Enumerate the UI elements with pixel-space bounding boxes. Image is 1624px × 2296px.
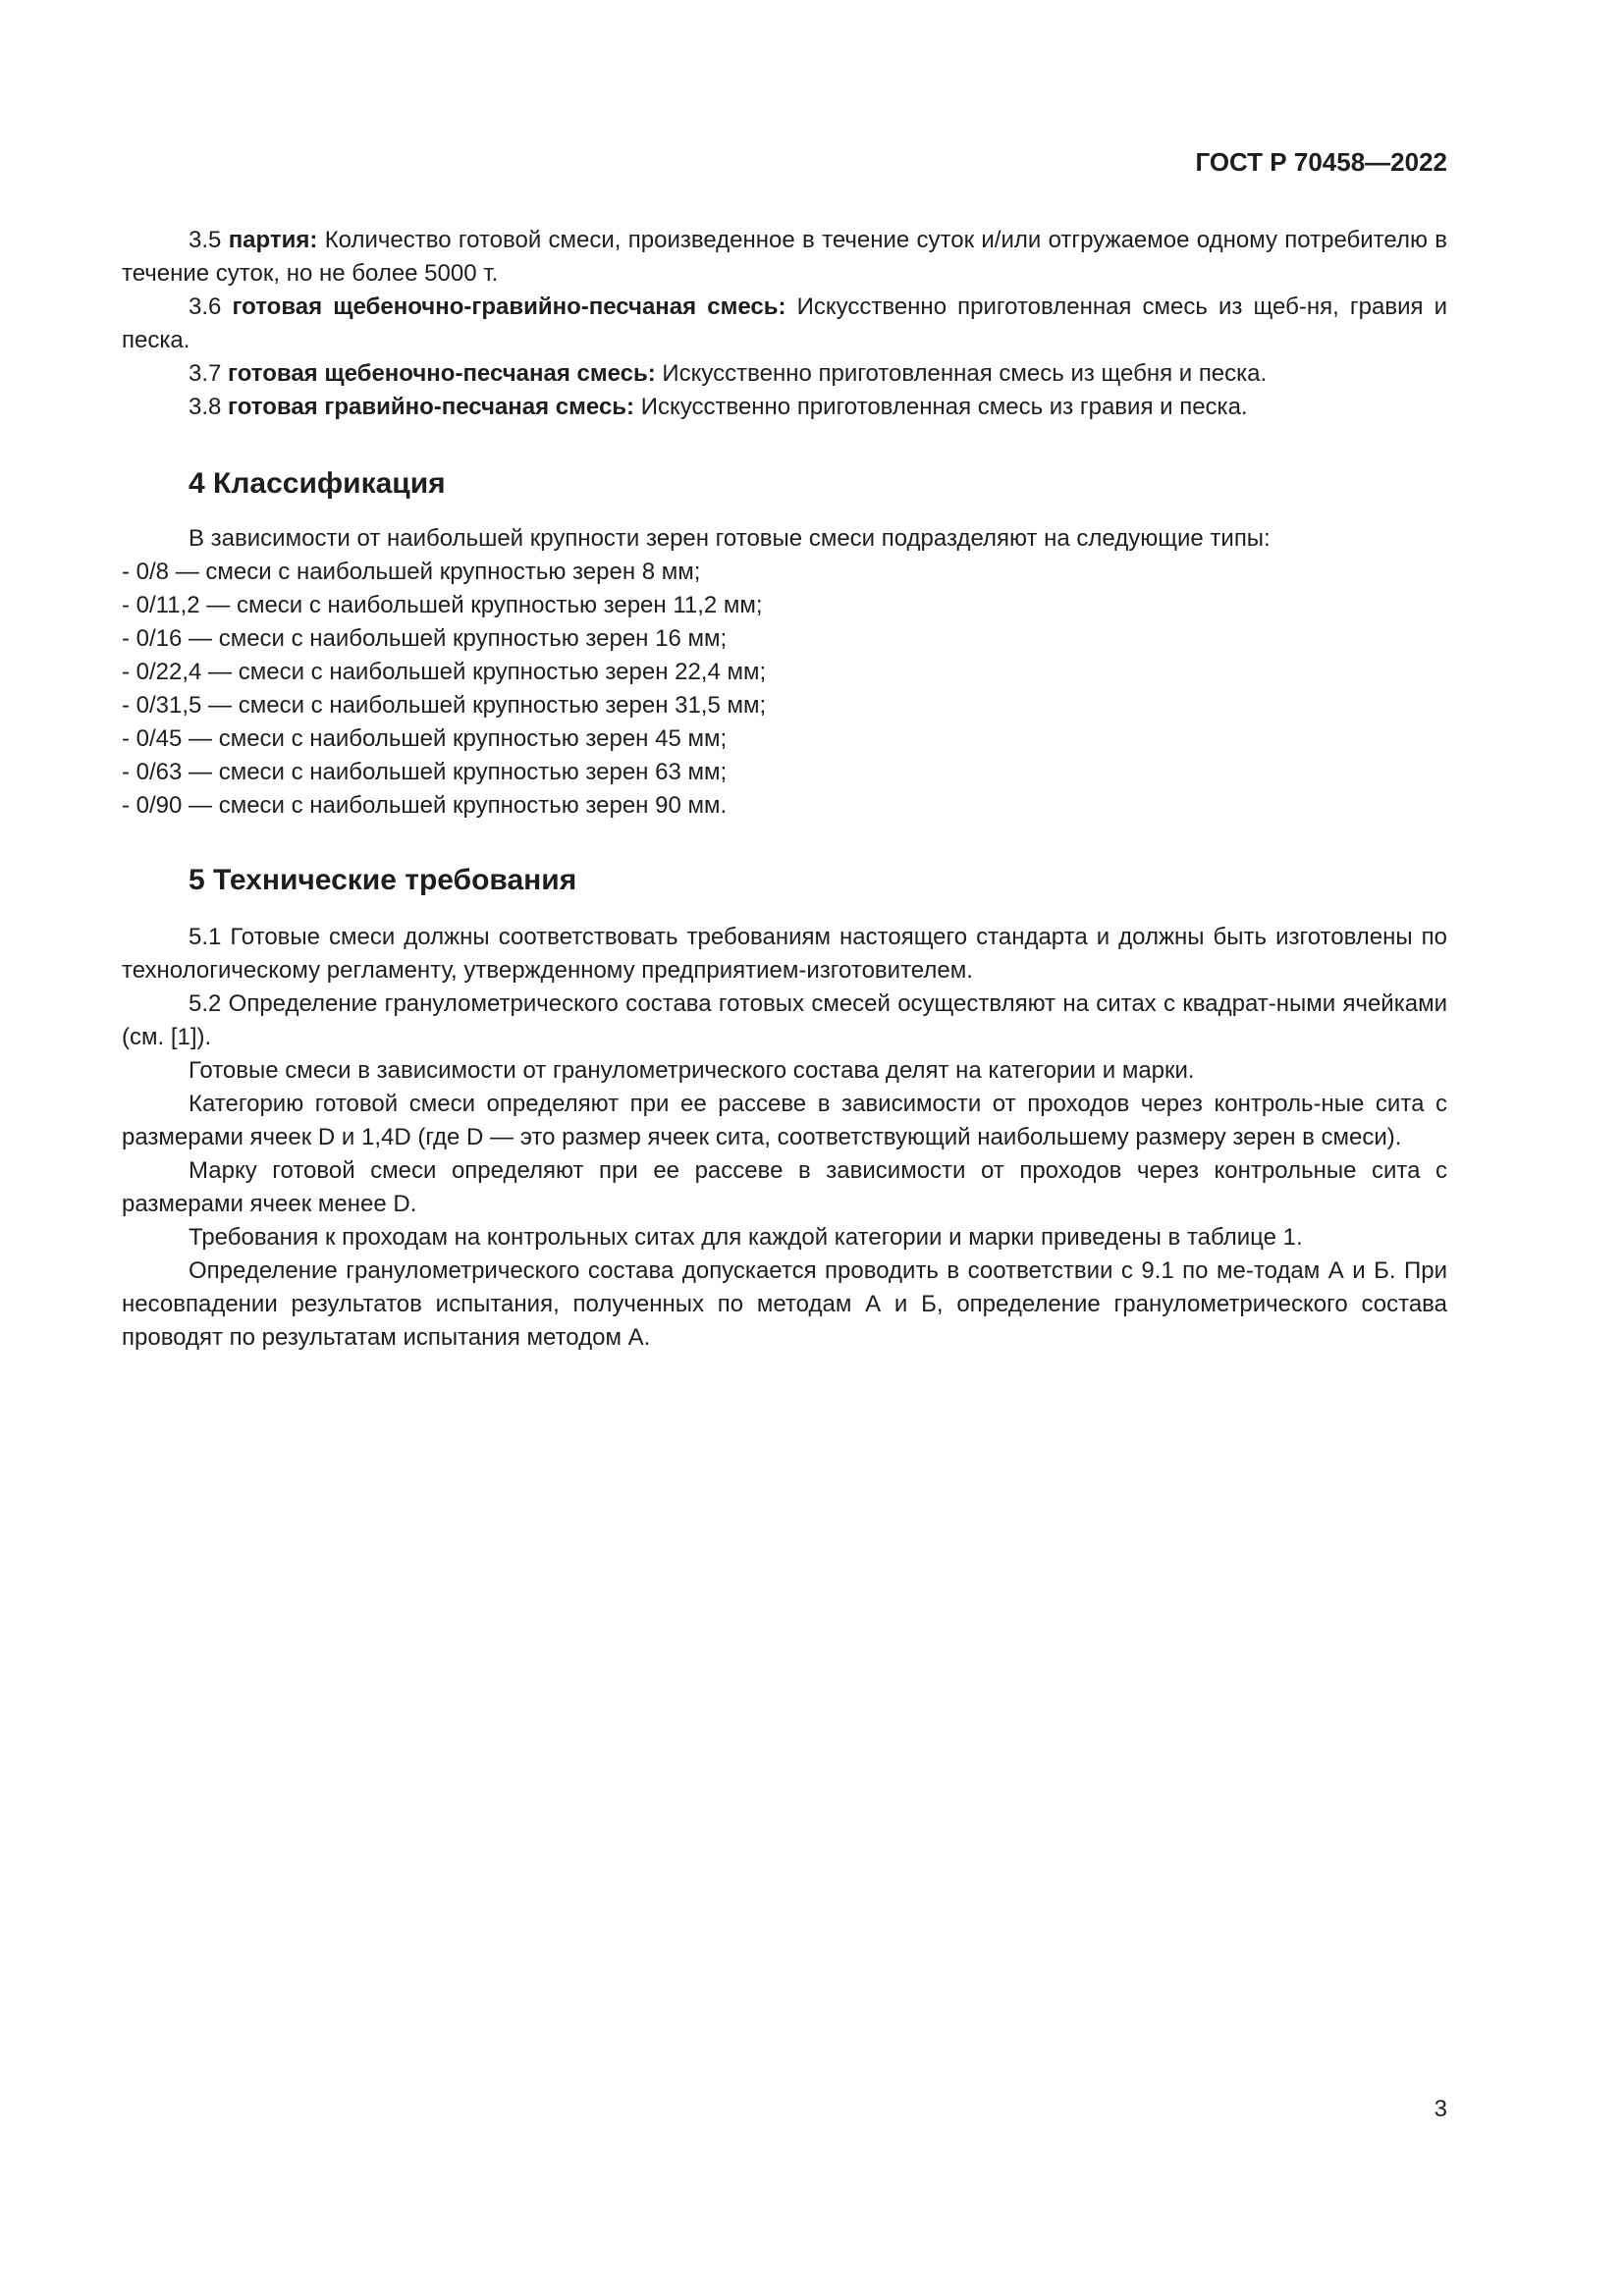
definition-number: 3.8 bbox=[189, 394, 222, 420]
paragraph-text: Марку готовой смеси определяют при ее рассеве в зависимости от проходов через контрольные bbox=[189, 1157, 1357, 1184]
definition-3-6 bbox=[122, 291, 1447, 357]
paragraph-category-definition bbox=[122, 1088, 1447, 1154]
list-item: - 0/22,4 — смеси с наибольшей крупностью зерен 22,4 мм; bbox=[122, 659, 767, 685]
definition-3-5 bbox=[122, 224, 1447, 291]
list-item: - 0/90 — смеси с наибольшей крупностью зерен 90 мм. bbox=[122, 792, 728, 819]
paragraph-text-cont: ные сита с размерами ячеек D и 1,4D (где D — это размер ячеек сита, соответствующий наибольшему bbox=[122, 1091, 1447, 1150]
paragraph-text-cont: сита с размерами ячеек менее D. bbox=[122, 1157, 1447, 1217]
definition-number: 3.7 bbox=[189, 360, 222, 387]
paragraph-text: 5.2 Определение гранулометрического состава готовых смесей осуществляют на ситах с квадрат- bbox=[189, 990, 1276, 1017]
list-item: - 0/11,2 — смеси с наибольшей крупностью зерен 11,2 мм; bbox=[122, 592, 763, 618]
definition-term: готовая щебеночно-песчаная смесь: bbox=[228, 360, 656, 387]
section-4-intro: В зависимости от наибольшей крупности зерен готовые смеси подразделяют на следующие типы: bbox=[189, 525, 1271, 552]
section-4-title: 4 Классификация bbox=[189, 467, 446, 500]
list-item: - 0/16 — смеси с наибольшей крупностью зерен 16 мм; bbox=[122, 625, 728, 652]
document-header bbox=[1080, 147, 1447, 178]
definition-text: Искусственно приготовленная смесь из гравия и песка. bbox=[640, 394, 1248, 420]
definition-text: Искусственно приготовленная смесь из щеб- bbox=[796, 294, 1307, 320]
definition-term: партия: bbox=[228, 227, 318, 253]
page-content bbox=[122, 224, 1447, 1355]
list-item: - 0/63 — смеси с наибольшей крупностью зерен 63 мм; bbox=[122, 759, 728, 785]
definition-term: готовая щебеночно-гравийно-песчаная смесь: bbox=[232, 294, 786, 320]
paragraph-text: 5.1 Готовые смеси должны соответствовать требованиям настоящего стандарта и должны быть bbox=[189, 924, 1268, 950]
definition-3-8 bbox=[122, 391, 1447, 424]
paragraph-grade-definition bbox=[122, 1154, 1447, 1221]
classification-list bbox=[122, 556, 1447, 823]
definition-text-cont: потребителю в течение суток, но не более 5000 т. bbox=[122, 227, 1448, 287]
list-item: - 0/31,5 — смеси с наибольшей крупностью зерен 31,5 мм; bbox=[122, 692, 767, 719]
definition-text: Искусственно приготовленная смесь из щебня и песка. bbox=[662, 360, 1268, 387]
paragraph-text-cont: тодам А и Б. При несовпадении результатов испытания, полученных по методам А и Б, определение bbox=[122, 1257, 1448, 1317]
paragraph-text-cont: гранулометрического состава проводят по результатам испытания методом А. bbox=[122, 1291, 1447, 1351]
definition-text-cont: ня, гравия и песка. bbox=[122, 294, 1448, 353]
definition-3-7 bbox=[122, 357, 1447, 391]
document-id: ГОСТ Р 70458—2022 bbox=[1195, 147, 1447, 177]
paragraph-text-cont: размеру зерен в смеси). bbox=[1135, 1124, 1402, 1150]
list-item: - 0/45 — смеси с наибольшей крупностью зерен 45 мм; bbox=[122, 725, 728, 752]
definition-term: готовая гравийно-песчаная смесь: bbox=[228, 394, 635, 420]
page-number: 3 bbox=[1434, 2096, 1447, 2122]
paragraph-text-cont: ными ячейками (см. [1]). bbox=[122, 990, 1447, 1050]
paragraph-5-2 bbox=[122, 988, 1447, 1054]
paragraph-text-cont: изготовлены по технологическому регламенту, утвержденному предприятием-изготовителем. bbox=[122, 924, 1448, 984]
paragraph-table-reference: Требования к проходам на контрольных ситах для каждой категории и марки приведены в таблице 1. bbox=[189, 1224, 1303, 1251]
definition-number: 3.5 bbox=[189, 227, 222, 253]
paragraph-text: Категорию готовой смеси определяют при ее рассеве в зависимости от проходов через контроль- bbox=[189, 1091, 1322, 1117]
paragraph-methods bbox=[122, 1255, 1447, 1355]
paragraph-5-1 bbox=[122, 921, 1447, 988]
paragraph-text: Определение гранулометрического состава допускается проводить в соответствии с 9.1 по ме- bbox=[189, 1257, 1254, 1284]
list-item: - 0/8 — смеси с наибольшей крупностью зерен 8 мм; bbox=[122, 559, 701, 585]
paragraph-categories: Готовые смеси в зависимости от гранулометрического состава делят на категории и марки. bbox=[189, 1057, 1195, 1084]
section-5-title: 5 Технические требования bbox=[189, 864, 577, 896]
definition-text: Количество готовой смеси, произведенное в течение суток и/или отгружаемое одному bbox=[324, 227, 1277, 253]
definition-number: 3.6 bbox=[189, 294, 222, 320]
